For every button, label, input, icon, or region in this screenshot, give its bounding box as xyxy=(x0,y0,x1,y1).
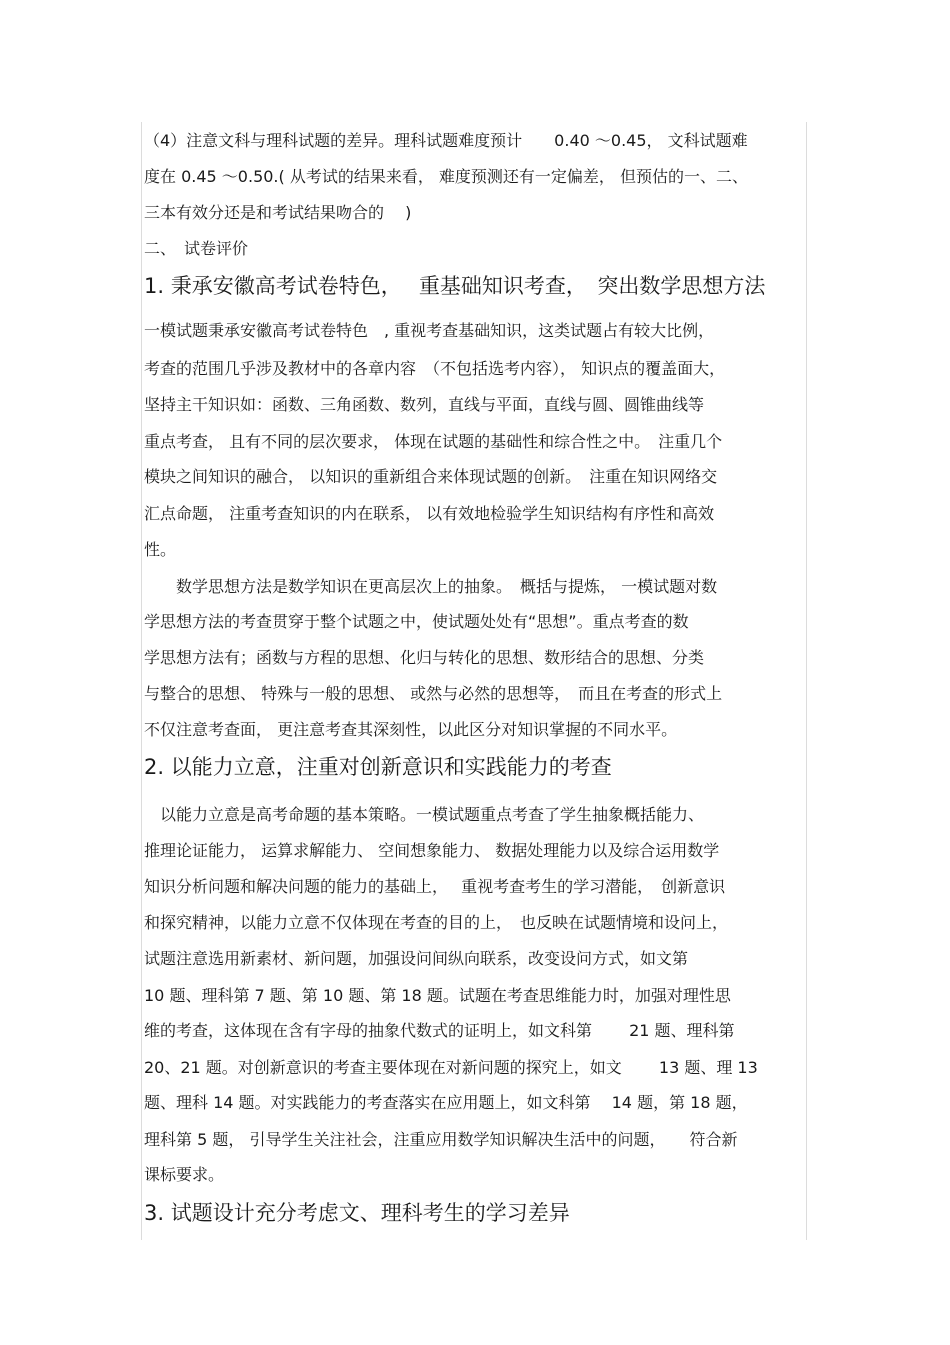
text-line: 10 题、理科第 7 题、第 10 题、第 18 题。试题在考查思维能力时，加强对理性思 xyxy=(144,986,731,1005)
text-line: 以能力立意是高考命题的基本策略。一模试题重点考查了学生抽象概括能力、 xyxy=(144,805,705,824)
subsection-heading: 1. 秉承安徽高考试卷特色， 重基础知识考查， 突出数学思想方法 xyxy=(144,274,766,298)
text-line: 数学思想方法是数学知识在更高层次上的抽象。 概括与提炼， 一模试题对数 xyxy=(144,577,718,596)
text-line: 推理论证能力， 运算求解能力、 空间想象能力、 数据处理能力以及综合运用数学 xyxy=(144,841,720,860)
text-line: 维的考查，这体现在含有字母的抽象代数式的证明上，如文科第 21 题、理科第 xyxy=(144,1021,735,1040)
text-line: 度在 0.45 ～0.50.( 从考试的结果来看， 难度预测还有一定偏差， 但预估的一、二、 xyxy=(144,167,749,186)
text-line: 模块之间知识的融合， 以知识的重新组合来体现试题的创新。 注重在知识网络交 xyxy=(144,467,718,486)
text-line: 考查的范围几乎涉及教材中的各章内容 （不包括选考内容）， 知识点的覆盖面大， xyxy=(144,359,726,378)
page-frame-left-border xyxy=(141,122,142,1240)
text-line: 学思想方法的考查贯穿于整个试题之中，使试题处处有“思想”。重点考查的数 xyxy=(144,612,689,631)
text-line: 知识分析问题和解决问题的能力的基础上， 重视考查考生的学习潜能， 创新意识 xyxy=(144,877,726,896)
subsection-heading: 2. 以能力立意，注重对创新意识和实践能力的考查 xyxy=(144,755,612,779)
section-title: 二、 试卷评价 xyxy=(144,239,249,258)
subsection-heading: 3. 试题设计充分考虑文、理科考生的学习差异 xyxy=(144,1201,570,1225)
text-line: 20、21 题。对创新意识的考查主要体现在对新问题的探究上，如文 13 题、理 13 xyxy=(144,1058,758,1077)
text-line: 和探究精神，以能力立意不仅体现在考查的目的上， 也反映在试题情境和设问上， xyxy=(144,913,729,932)
text-line: 理科第 5 题， 引导学生关注社会，注重应用数学知识解决生活中的问题， 符合新 xyxy=(144,1130,738,1149)
text-line: 试题注意选用新素材、新问题，加强设问间纵向联系，改变设问方式，如文第 xyxy=(144,949,689,968)
text-line: 一模试题秉承安徽高考试卷特色 , 重视考查基础知识，这类试题占有较大比例， xyxy=(144,321,715,340)
text-line: （4）注意文科与理科试题的差异。理科试题难度预计 0.40 ～0.45， 文科试题难 xyxy=(144,131,748,150)
text-line: 题、理科 14 题。对实践能力的考查落实在应用题上，如文科第 14 题，第 18 题， xyxy=(144,1093,748,1112)
text-line: 坚持主干知识如：函数、三角函数、数列，直线与平面，直线与圆、圆锥曲线等 xyxy=(144,395,705,414)
text-line: 重点考查， 且有不同的层次要求， 体现在试题的基础性和综合性之中。 注重几个 xyxy=(144,432,723,451)
text-line: 学思想方法有；函数与方程的思想、化归与转化的思想、数形结合的思想、分类 xyxy=(144,648,705,667)
text-line: 课标要求。 xyxy=(144,1165,225,1184)
text-line: 三本有效分还是和考试结果吻合的 ) xyxy=(144,203,412,222)
text-line: 汇点命题， 注重考查知识的内在联系， 以有效地检验学生知识结构有序性和高效 xyxy=(144,504,715,523)
text-line: 与整合的思想、 特殊与一般的思想、 或然与必然的思想等， 而且在考查的形式上 xyxy=(144,684,723,703)
text-line: 不仅注意考查面， 更注意考查其深刻性，以此区分对知识掌握的不同水平。 xyxy=(144,720,678,739)
text-line: 性。 xyxy=(144,540,177,559)
